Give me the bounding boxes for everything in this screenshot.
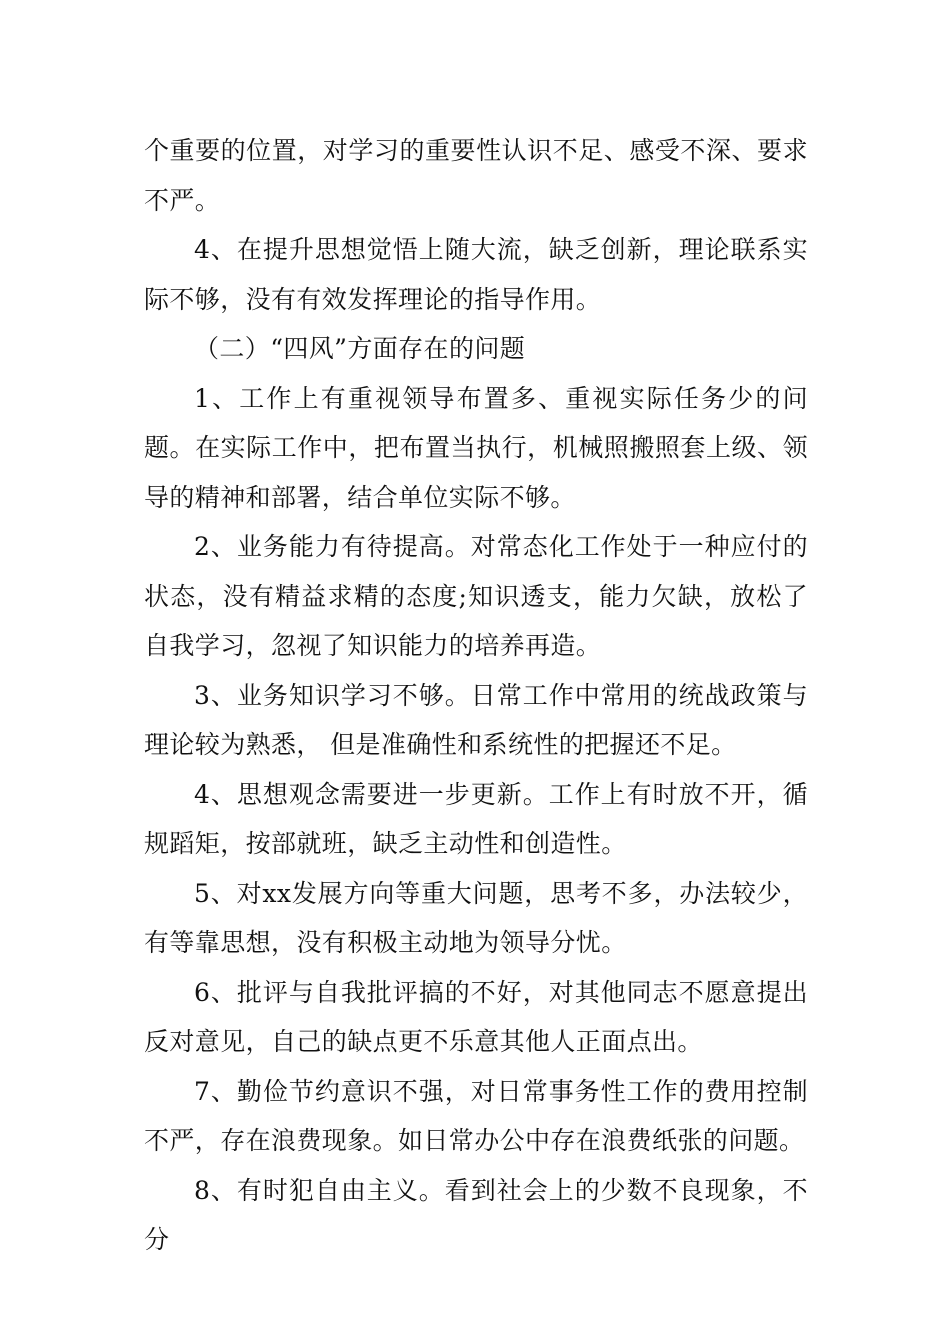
paragraph-item-4-awareness: 4、在提升思想觉悟上随大流，缺乏创新，理论联系实际不够，没有有效发挥理论的指导作用。 [144,235,808,314]
paragraph-item-1: 1、工作上有重视领导布置多、重视实际任务少的问题。在实际工作中，把布置当执行，机械照搬照套上级、领导的精神和部署，结合单位实际不够。 [144,383,808,512]
paragraph-item-4: 4、思想观念需要进一步更新。工作上有时放不开，循规蹈矩，按部就班，缺乏主动性和创造性。 [144,779,808,858]
paragraph-item-8: 8、有时犯自由主义。看到社会上的少数不良现象，不分 [144,1175,808,1254]
document-body [144,126,808,1265]
paragraph-continuation: 个重要的位置，对学习的重要性认识不足、感受不深、要求不严。 [144,136,808,215]
paragraph-item-3: 3、业务知识学习不够。日常工作中常用的统战政策与理论较为熟悉， 但是准确性和系统性的把握还不足。 [144,680,808,759]
paragraph-item-5: 5、对xx发展方向等重大问题，思考不多，办法较少，有等靠思想，没有积极主动地为领导分忧。 [144,878,808,957]
paragraph-item-7: 7、勤俭节约意识不强，对日常事务性工作的费用控制不严，存在浪费现象。如日常办公中存在浪费纸张的问题。 [144,1076,808,1155]
paragraph-item-2: 2、业务能力有待提高。对常态化工作处于一种应付的状态，没有精益求精的态度;知识透支，能力欠缺，放松了自我学习，忽视了知识能力的培养再造。 [144,532,808,660]
section-heading-four-winds: （二）“四风”方面存在的问题 [194,334,526,363]
paragraph-item-6: 6、批评与自我批评搞的不好，对其他同志不愿意提出反对意见，自己的缺点更不乐意其他人正面点出。 [144,977,808,1056]
